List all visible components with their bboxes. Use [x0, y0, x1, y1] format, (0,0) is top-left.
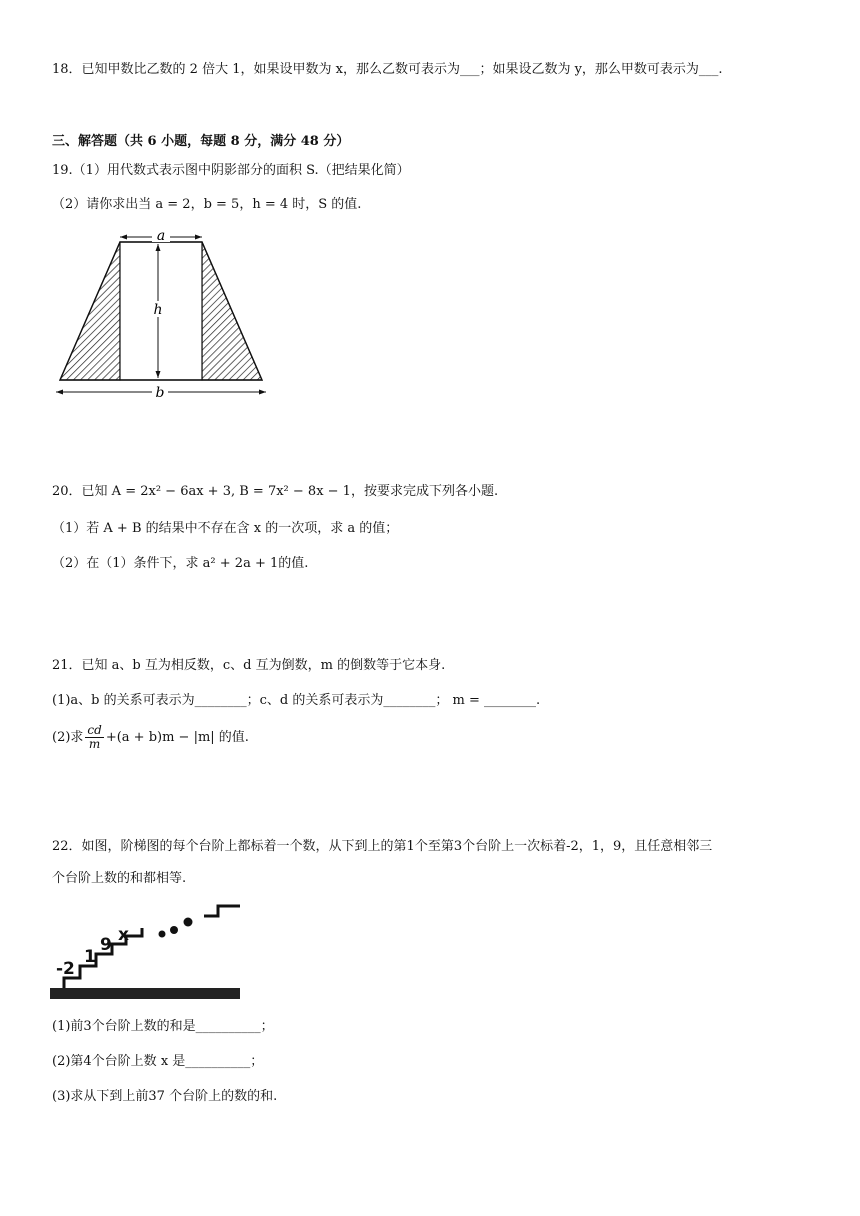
question-20-part1: （1）若 A + B 的结果中不存在含 x 的一次项，求 a 的值； — [52, 521, 399, 536]
ground-bar — [50, 988, 240, 999]
question-21-stem: 21．已知 a、b 互为相反数，c、d 互为倒数，m 的倒数等于它本身. — [52, 658, 446, 673]
question-22-stem-line1: 22．如图，阶梯图的每个台阶上都标着一个数，从下到上的第1个至第3个台阶上一次标着-2，1，9，且任意相邻三 — [52, 839, 713, 854]
question-21-part1: (1)a、b 的关系可表示为________；c、d 的关系可表示为________； m = ________. — [52, 693, 541, 708]
question-22-stem-line2: 个台阶上数的和都相等. — [52, 871, 187, 886]
question-21-part2 — [52, 724, 249, 751]
label-a: a — [156, 228, 166, 244]
question-22-part3: (3)求从下到上前37 个台阶上的数的和. — [52, 1089, 278, 1104]
ellipsis-dot-2 — [170, 926, 178, 934]
question-22-part1: (1)前3个台阶上数的和是__________； — [52, 1019, 274, 1034]
question-22-part2: (2)第4个台阶上数 x 是__________； — [52, 1054, 264, 1069]
step-label-4: x — [118, 925, 129, 945]
question-20-stem: 20．已知 A = 2x² − 6ax + 3, B = 7x² − 8x − 1，按要求完成下列各小题. — [52, 484, 499, 499]
question-20-part2: （2）在（1）条件下，求 a² + 2a + 1的值. — [52, 556, 309, 571]
fraction-denominator: m — [88, 737, 101, 751]
part2-prefix: (2)求 — [52, 730, 84, 745]
staircase-figure — [50, 898, 244, 1002]
step-label-3: 9 — [100, 935, 112, 955]
step-label-2: 1 — [84, 947, 96, 967]
question-19-part1: 19.（1）用代数式表示图中阴影部分的面积 S.（把结果化简） — [52, 163, 410, 178]
fraction-numerator: cd — [87, 723, 102, 737]
label-b: b — [155, 385, 165, 401]
trapezoid-figure — [52, 224, 272, 404]
part2-suffix: +(a + b)m − |m| 的值. — [105, 730, 249, 745]
fraction-cd-over-m — [85, 724, 103, 751]
section-heading: 三、解答题（共 6 小题，每题 8 分，满分 48 分） — [52, 134, 350, 149]
question-19-part2: （2）请你求出当 a = 2，b = 5，h = 4 时，S 的值. — [52, 197, 362, 212]
label-h: h — [153, 302, 163, 318]
ellipsis-dot-1 — [159, 931, 166, 938]
question-18-text: 18．已知甲数比乙数的 2 倍大 1，如果设甲数为 x，那么乙数可表示为___；如果设乙数为 y，那么甲数可表示为___. — [52, 62, 723, 77]
step-label-1: -2 — [56, 959, 75, 979]
ellipsis-dot-3 — [184, 918, 193, 927]
